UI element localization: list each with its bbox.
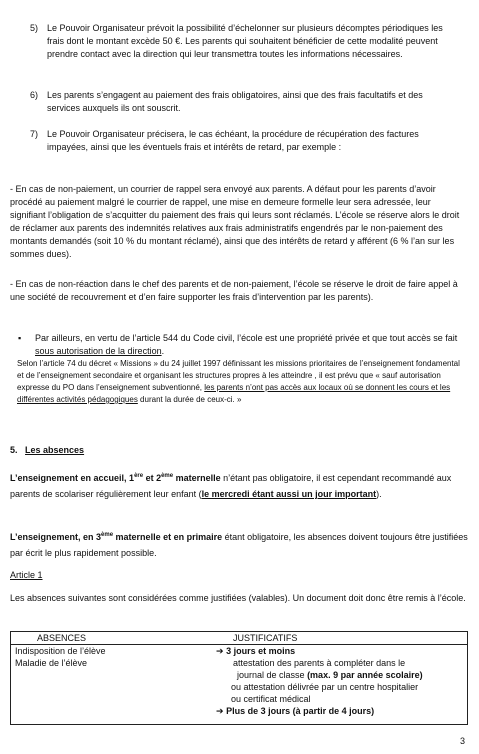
bullet-icon: ▪ (18, 333, 22, 343)
quote-article-74: Selon l’article 74 du décret « Missions » du 24 juillet 1997 définissant les missions prioritaires de l’enseignement fondamental et de l’enseignement secondaire et organisant les structures propres à les atteindre , il est prévu que « sauf autorisation expresse du PO dans l’enseignement subventionné, les parents n’ont pas accès aux locaux où se donnent les cours et les différentes activités pédagogiques durant la durée de ceux-ci. » (17, 359, 460, 404)
item-number: 7) (30, 129, 39, 139)
arrow-icon: ➔ (216, 706, 224, 716)
item-text: Les parents s’engagent au paiement des frais obligatoires, ainsi que des frais facultatifs et des services auxquels ils ont souscrit. (47, 90, 423, 113)
justif-line-3: journal de classe (max. 9 par année scolaire) (237, 670, 423, 680)
justif-line-2: attestation des parents à compléter dans le (233, 658, 406, 668)
item-text: Le Pouvoir Organisateur prévoit la possibilité d’échelonner sur plusieurs décomptes périodiques les frais dont le montant excède 50 €. Les parents qui souhaitent bénéficier de cette modalité peuvent prendre contact avec la direction qui leur transmettra toutes les informations nécessaires. (47, 23, 443, 59)
bullet-item (18, 332, 466, 358)
paragraph-accueil: L’enseignement en accueil, 1ère et 2ème maternelle n’étant pas obligatoire, il est cependant recommandé aux parents de scolariser régulièrement leur enfant (le mercredi étant aussi un jour important). (10, 473, 452, 499)
justif-line-5: ou certificat médical (231, 694, 311, 704)
item-number: 6) (30, 90, 39, 100)
item-text: Le Pouvoir Organisateur précisera, le cas échéant, la procédure de récupération des factures impayées, ainsi que les éventuels frais et intérêts de retard, par exemple : (47, 129, 419, 152)
justif-line-4: ou attestation délivrée par un centre hospitalier (231, 682, 419, 692)
page-number: 3 (459, 736, 465, 746)
justif-line-6: ➔ Plus de 3 jours (à partir de 4 jours) (216, 706, 375, 716)
section-heading: 5. Les absences (10, 445, 85, 455)
item-number: 5) (30, 23, 39, 33)
paragraph-article: Les absences suivantes sont considérées comme justifiées (valables). Un document doit donc être remis à l’école. (10, 593, 466, 603)
bullet-text: Par ailleurs, en vertu de l’article 544 du Code civil, l’école est une propriété privée et que tout accès se fait sous autorisation de la direction. (35, 333, 458, 356)
header-absences: ABSENCES (37, 633, 87, 643)
paragraph-recovery: - En cas de non-réaction dans le chef des parents et de non-paiement, l’école se réserve le droit de faire appel à une société de recouvrement et d’en faire supporter les frais d’intervention par les parents). (10, 279, 458, 302)
paragraph-non-payment: - En cas de non-paiement, un courrier de rappel sera envoyé aux parents. A défaut pour les parents d’avoir procédé au paiement malgré le courrier de rappel, une mise en demeure formelle leur sera adressée, leur signifiant l’obligation de s’acquitter du paiement des frais qui leurs sont réclamés. L’école se réserve alors le droit de réclamer aux parents des indemnités relatives aux frais administratifs engendrés par le non-paiement des montants demandés (soit 10 % du montant réclamé), ainsi que des intérêts de retard y afférent (6 % l’an sur les sommes dues). (10, 184, 460, 259)
header-justificatifs: JUSTIFICATIFS (233, 633, 298, 643)
article-heading: Article 1 (10, 570, 43, 580)
arrow-icon: ➔ (216, 646, 224, 656)
absences-table (10, 631, 468, 725)
table-row-abs-1: Indisposition de l’élève (15, 646, 106, 656)
justif-line-1: ➔ 3 jours et moins (216, 646, 296, 656)
table-row-abs-2: Maladie de l’élève (15, 658, 88, 668)
paragraph-maternelle: L’enseignement, en 3ème maternelle et en primaire étant obligatoire, les absences doivent toujours être justifiées par écrit le plus rapidement possible. (10, 532, 468, 558)
